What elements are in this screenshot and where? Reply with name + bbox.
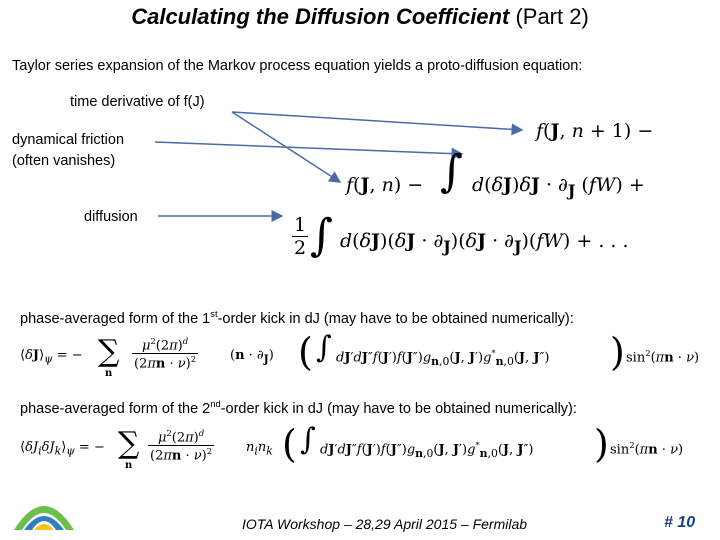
page-number: # 10 [664,514,696,531]
first-order-ordinal: st [210,308,218,319]
second-order-text [20,398,577,417]
first-order-text [20,308,574,327]
title-italic: Calculating the Diffusion Coefficient [131,4,510,29]
intro-text: Taylor series expansion of the Markov process equation yields a proto-diffusion equation: [12,58,583,74]
first-order-suffix: -order kick in dJ (may have to be obtained numerically): [217,310,574,327]
footer-text: IOTA Workshop – 28,29 April 2015 – Fermilab [242,516,528,532]
title-part: (Part 2) [515,4,589,29]
second-order-prefix: phase-averaged form of the 2 [20,400,211,417]
eq-friction-term: f(J, n) − [346,174,424,196]
label-time-derivative: time derivative of f(J) [70,94,205,110]
second-order-ordinal: nd [210,398,221,409]
eq-friction-integrand: $d(\delta J)\delta J \cdot \partial_J$ (fW) + [472,174,645,200]
arrow-friction-to-term [155,142,462,154]
eq-half-fraction: $\frac{1}{2}$ [294,214,307,259]
integral-sign: ∫ [440,146,463,197]
second-order-suffix: -order kick in dJ (may have to be obtained numerically): [220,400,577,417]
eq-time-term: f(J, n + 1) − [536,120,654,142]
label-friction-line2: (often vanishes) [12,153,116,169]
first-order-prefix: phase-averaged form of the 1 [20,310,211,327]
label-diffusion: diffusion [84,209,138,225]
arrow-time-to-f [232,112,340,182]
integral-sign: ∫ [310,210,333,261]
arrow-time-derivative [232,112,522,130]
iota-logo [10,488,78,534]
label-friction-line1: dynamical friction [12,132,125,148]
eq-diffusion-integrand: $d(\delta J)(\delta J \cdot \partial_J)(\delta J \cdot \partial_J)(fW)$ + . . . [340,230,629,256]
